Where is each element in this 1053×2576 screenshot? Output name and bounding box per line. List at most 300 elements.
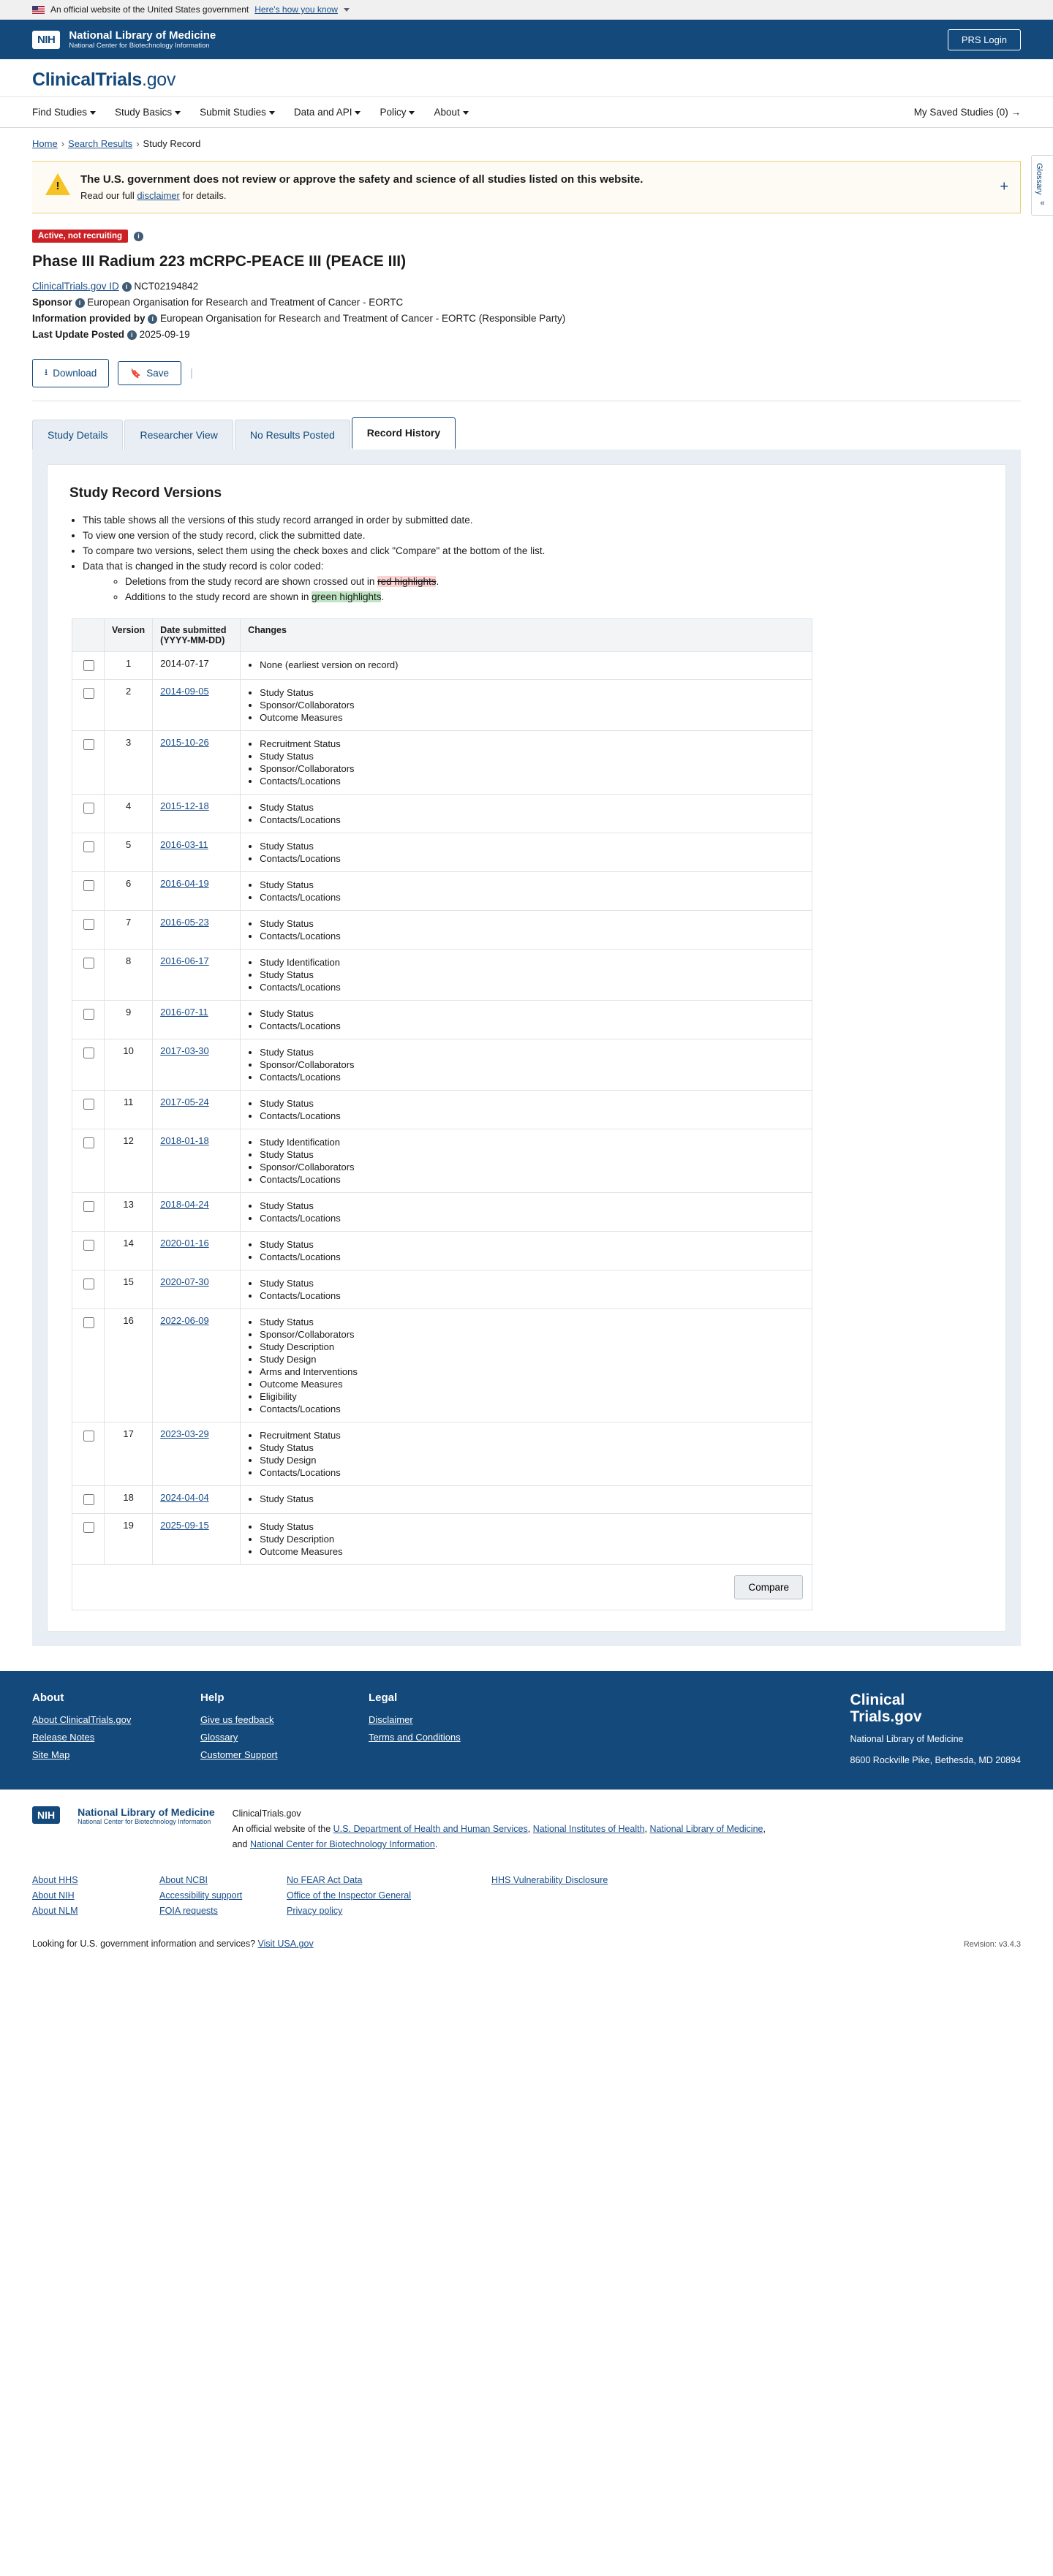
change-item: • Contacts/Locations — [260, 1072, 804, 1083]
row-select-cell — [72, 1039, 105, 1091]
table-row — [72, 1129, 812, 1193]
change-item: • Study Status — [260, 1239, 804, 1250]
changes-cell — [241, 1423, 812, 1486]
link-about-ncbi[interactable]: About NCBI — [159, 1875, 208, 1886]
version-date-cell — [153, 680, 241, 731]
change-item: • Sponsor/Collaborators — [260, 1059, 804, 1070]
version-date-cell — [153, 1193, 241, 1232]
change-item: • Study Status — [260, 1278, 804, 1289]
change-item: • Sponsor/Collaborators — [260, 763, 804, 774]
version-date-link[interactable]: 2018-01-18 — [160, 1135, 209, 1146]
version-number: 10 — [105, 1039, 153, 1091]
chevron-down-icon — [409, 111, 415, 115]
prs-login-button[interactable]: PRS Login — [948, 29, 1021, 50]
record-history-notes — [83, 515, 984, 602]
table-row — [72, 1309, 812, 1423]
footer-brand-org: National Library of Medicine — [850, 1734, 964, 1745]
glossary-side-tab-label: Glossary — [1035, 163, 1043, 195]
version-checkbox[interactable] — [83, 739, 94, 750]
compare-row — [72, 1565, 812, 1610]
info-icon[interactable]: i — [75, 298, 85, 308]
change-item: • Study Status — [260, 687, 804, 698]
page-title: Phase III Radium 223 mCRPC-PEACE III (PEACE III) — [32, 253, 407, 270]
version-checkbox[interactable] — [83, 1048, 94, 1058]
nih-logo[interactable]: NIH — [32, 1806, 60, 1824]
table-row — [72, 1270, 812, 1309]
change-item: • Study Design — [260, 1455, 804, 1466]
gov-banner-text: An official website of the United States government — [50, 4, 249, 15]
table-row — [72, 1039, 812, 1091]
version-checkbox[interactable] — [83, 803, 94, 814]
change-item: • Study Design — [260, 1354, 804, 1365]
link-accessibility-support[interactable]: Accessibility support — [159, 1890, 243, 1901]
nav-label: About — [434, 107, 460, 118]
change-item: • Contacts/Locations — [260, 892, 804, 903]
footer-nlm-title-block — [78, 1806, 214, 1827]
table-row — [72, 1486, 812, 1514]
footer-link-ncbi[interactable]: National Center for Biotechnology Information — [249, 1839, 435, 1850]
disclaimer-link[interactable]: disclaimer — [137, 190, 180, 201]
version-number: 8 — [105, 950, 153, 1001]
warning-triangle-icon: ! — [45, 173, 70, 195]
version-date-cell — [153, 911, 241, 950]
sponsor-value: European Organisation for Research and Treatment of Cancer - EORTC — [87, 297, 404, 308]
change-item: • Study Status — [260, 918, 804, 929]
change-item: • Study Description — [260, 1534, 804, 1545]
change-item: • Sponsor/Collaborators — [260, 1162, 804, 1173]
nav-label: Policy — [380, 107, 407, 118]
row-select-cell — [72, 1232, 105, 1270]
version-checkbox[interactable] — [83, 958, 94, 969]
changes-cell — [241, 652, 812, 680]
version-checkbox[interactable] — [83, 688, 94, 699]
how-you-know-link[interactable]: Here's how you know — [254, 4, 338, 15]
row-select-cell — [72, 833, 105, 872]
change-item: • Recruitment Status — [260, 738, 804, 749]
footer-heading-help: Help — [200, 1692, 224, 1704]
table-row — [72, 1193, 812, 1232]
row-select-cell — [72, 652, 105, 680]
change-item: • Sponsor/Collaborators — [260, 1329, 804, 1340]
breadcrumb-current: Study Record — [143, 138, 201, 149]
revision-label: Revision: v3.4.3 — [963, 1940, 1021, 1950]
footer-link-terms[interactable]: Terms and Conditions — [369, 1732, 461, 1743]
footer-links-col-3 — [287, 1870, 462, 1921]
breadcrumb — [0, 128, 1053, 155]
version-checkbox[interactable] — [83, 1099, 94, 1110]
version-date-link[interactable]: 2015-10-26 — [160, 737, 209, 748]
version-date-cell — [153, 833, 241, 872]
table-row — [72, 680, 812, 731]
changes-cell — [241, 795, 812, 833]
version-number: 6 — [105, 872, 153, 911]
collapse-arrow-icon: « — [1040, 199, 1045, 208]
row-select-cell — [72, 680, 105, 731]
info-icon[interactable]: i — [134, 232, 143, 241]
versions-table-body — [72, 652, 812, 1565]
version-number: 4 — [105, 795, 153, 833]
version-checkbox[interactable] — [83, 1317, 94, 1328]
link-about-hhs[interactable]: About HHS — [32, 1875, 78, 1886]
information-provided-row — [32, 313, 1021, 324]
last-update-label: Last Update Posted — [32, 329, 125, 340]
change-item: • Sponsor/Collaborators — [260, 700, 804, 711]
version-number: 5 — [105, 833, 153, 872]
tab-study-details[interactable]: Study Details — [32, 420, 123, 450]
table-row — [72, 795, 812, 833]
nav-label: Study Basics — [115, 107, 173, 118]
version-checkbox[interactable] — [83, 1009, 94, 1020]
footer-link-release-notes[interactable]: Release Notes — [32, 1732, 95, 1743]
changes-cell — [241, 1270, 812, 1309]
footer-link-disclaimer[interactable]: Disclaimer — [369, 1714, 413, 1725]
change-item: • Study Status — [260, 751, 804, 762]
version-date-link[interactable]: 2016-04-19 — [160, 878, 209, 889]
additions-prefix: Additions to the study record are shown in — [125, 591, 312, 602]
version-number: 12 — [105, 1129, 153, 1193]
column-header-select — [72, 619, 105, 652]
info-icon[interactable]: i — [127, 330, 137, 340]
version-checkbox[interactable] — [83, 1278, 94, 1289]
change-item: • Contacts/Locations — [260, 1174, 804, 1185]
version-number: 17 — [105, 1423, 153, 1486]
nav-item-data-and-api[interactable] — [294, 107, 361, 118]
link-about-nlm[interactable]: About NLM — [32, 1906, 78, 1917]
link-privacy-policy[interactable]: Privacy policy — [287, 1906, 343, 1917]
note-item: • To compare two versions, select them using the check boxes and click "Compare" at the bottom of the list. — [83, 545, 984, 556]
version-date-link[interactable]: 2020-01-16 — [160, 1238, 209, 1249]
change-item: • Study Status — [260, 969, 804, 980]
clinicaltrials-logo[interactable] — [32, 69, 1021, 91]
version-checkbox[interactable] — [83, 841, 94, 852]
version-checkbox[interactable] — [83, 660, 94, 671]
version-number: 9 — [105, 1001, 153, 1039]
row-select-cell — [72, 1514, 105, 1565]
table-row — [72, 950, 812, 1001]
nlm-title: National Library of Medicine — [69, 29, 216, 42]
color-note-additions — [125, 591, 984, 602]
comma-2: , — [644, 1823, 650, 1834]
version-date-link[interactable]: 2022-06-09 — [160, 1315, 209, 1326]
save-button[interactable] — [118, 361, 181, 385]
row-select-cell — [72, 1001, 105, 1039]
footer-heading-legal: Legal — [369, 1692, 398, 1704]
footer-link-glossary[interactable]: Glossary — [200, 1732, 238, 1743]
version-checkbox[interactable] — [83, 880, 94, 891]
status-row — [32, 230, 1021, 243]
changes-cell — [241, 1486, 812, 1514]
version-date-cell — [153, 1039, 241, 1091]
change-item: • Outcome Measures — [260, 1379, 804, 1390]
link-hhs-vulnerability-disclosure[interactable]: HHS Vulnerability Disclosure — [491, 1875, 608, 1886]
usa-gov-text: Looking for U.S. government information and services? — [32, 1939, 256, 1950]
additions-suffix: . — [381, 591, 385, 602]
footer-heading-about: About — [32, 1692, 64, 1704]
version-checkbox[interactable] — [83, 919, 94, 930]
version-date-cell — [153, 1270, 241, 1309]
change-item: • Study Status — [260, 1442, 804, 1453]
nav-item-find-studies[interactable] — [32, 107, 96, 118]
version-date-link[interactable]: 2016-03-11 — [160, 839, 208, 850]
change-item: • Study Status — [260, 841, 804, 852]
tab-no-results-posted[interactable]: No Results Posted — [235, 420, 350, 450]
change-item: • Study Identification — [260, 957, 804, 968]
sponsor-label: Sponsor — [32, 297, 72, 308]
change-item: • Study Status — [260, 879, 804, 890]
alert-body-suffix: for details. — [179, 190, 227, 201]
official-prefix: An official website of the — [232, 1823, 333, 1834]
version-date-link[interactable]: 2020-07-30 — [160, 1276, 209, 1287]
change-item: • Contacts/Locations — [260, 814, 804, 825]
change-item: • Contacts/Locations — [260, 1020, 804, 1031]
color-note-text: Data that is changed in the study record is color coded: — [83, 561, 324, 572]
table-header-row — [72, 619, 812, 652]
change-item: • Contacts/Locations — [260, 1290, 804, 1301]
brand-suffix: .gov — [142, 69, 176, 90]
version-checkbox[interactable] — [83, 1431, 94, 1442]
version-date-cell — [153, 872, 241, 911]
version-date-cell — [153, 950, 241, 1001]
save-label: Save — [146, 368, 169, 379]
breadcrumb-search-results[interactable]: Search Results — [68, 138, 133, 149]
version-date-cell — [153, 1486, 241, 1514]
version-date-cell — [153, 1091, 241, 1129]
version-date-link[interactable]: 2018-04-24 — [160, 1199, 209, 1210]
change-item: • None (earliest version on record) — [260, 659, 804, 670]
change-item: • Contacts/Locations — [260, 982, 804, 993]
download-label: Download — [53, 368, 97, 379]
version-checkbox[interactable] — [83, 1137, 94, 1148]
info-icon[interactable]: i — [122, 282, 132, 292]
table-row — [72, 911, 812, 950]
version-date-link[interactable]: 2017-05-24 — [160, 1096, 209, 1107]
changes-cell — [241, 1514, 812, 1565]
version-date-cell — [153, 1232, 241, 1270]
information-provided-value: European Organisation for Research and Treatment of Cancer - EORTC (Responsible Party) — [160, 313, 566, 324]
footer-link-nlm[interactable]: National Library of Medicine — [649, 1823, 763, 1834]
footer-links-col-1 — [32, 1870, 159, 1921]
tab-record-history[interactable]: Record History — [352, 417, 456, 450]
tab-researcher-view[interactable]: Researcher View — [124, 420, 233, 450]
alert-expand-button[interactable]: + — [1000, 178, 1008, 195]
version-number: 19 — [105, 1514, 153, 1565]
chevron-down-icon — [90, 111, 96, 115]
column-header-version: Version — [105, 619, 153, 652]
alert-title: The U.S. government does not review or approve the safety and science of all studies listed on this website. — [80, 173, 644, 186]
version-number: 2 — [105, 680, 153, 731]
version-date-cell — [153, 795, 241, 833]
study-id-label[interactable]: ClinicalTrials.gov ID — [32, 281, 119, 292]
footer-secondary-links — [0, 1860, 1053, 1927]
footer-brand — [850, 1692, 1021, 1768]
official-and: and — [232, 1839, 250, 1850]
link-about-nih[interactable]: About NIH — [32, 1890, 75, 1901]
study-tabs — [32, 417, 1021, 450]
deletions-prefix: Deletions from the study record are shown crossed out in — [125, 576, 378, 587]
row-select-cell — [72, 1270, 105, 1309]
version-date-link[interactable]: 2025-09-15 — [160, 1520, 209, 1531]
us-flag-icon — [32, 6, 45, 14]
change-item: • Outcome Measures — [260, 1546, 804, 1557]
table-row — [72, 872, 812, 911]
compare-button[interactable]: Compare — [734, 1575, 803, 1599]
note-item: • This table shows all the versions of this study record arranged in order by submitted date. — [83, 515, 984, 526]
footer-link-hhs[interactable]: U.S. Department of Health and Human Services — [333, 1823, 528, 1834]
changes-cell — [241, 731, 812, 795]
change-item: • Study Status — [260, 1008, 804, 1019]
footer-column-about — [32, 1692, 200, 1768]
alert-body-prefix: Read our full — [80, 190, 137, 201]
changes-cell — [241, 1039, 812, 1091]
version-number: 15 — [105, 1270, 153, 1309]
nav-item-submit-studies[interactable] — [200, 107, 275, 118]
changes-cell — [241, 911, 812, 950]
change-item: • Contacts/Locations — [260, 1467, 804, 1478]
footer-link-site-map[interactable]: Site Map — [32, 1749, 70, 1760]
change-item: • Study Status — [260, 1047, 804, 1058]
version-date-text: 2014-07-17 — [160, 658, 209, 669]
row-select-cell — [72, 950, 105, 1001]
table-row — [72, 1001, 812, 1039]
footer-nlm-band — [0, 1789, 1053, 1860]
version-number: 13 — [105, 1193, 153, 1232]
changes-cell — [241, 1309, 812, 1423]
version-number: 3 — [105, 731, 153, 795]
footer-link-nih[interactable]: National Institutes of Health — [532, 1823, 645, 1834]
red-highlight-sample: red highlights — [377, 576, 437, 587]
version-date-link[interactable]: 2016-06-17 — [160, 955, 209, 966]
nlm-header — [0, 20, 1053, 59]
last-update-row — [32, 329, 1021, 340]
status-badge: Active, not recruiting — [32, 230, 128, 243]
row-select-cell — [72, 1193, 105, 1232]
footer-link-give-feedback[interactable]: Give us feedback — [200, 1714, 274, 1725]
download-button[interactable] — [32, 359, 109, 387]
visit-usa-gov-link[interactable]: Visit USA.gov — [257, 1939, 314, 1950]
version-checkbox[interactable] — [83, 1494, 94, 1505]
version-date-link[interactable]: 2015-12-18 — [160, 800, 209, 811]
change-item: • Study Status — [260, 1317, 804, 1327]
my-saved-studies-link[interactable]: My Saved Studies (0) → — [913, 107, 1021, 118]
table-row — [72, 1423, 812, 1486]
changes-cell — [241, 1232, 812, 1270]
version-date-link[interactable]: 2016-05-23 — [160, 917, 209, 928]
footer-official-text — [233, 1806, 766, 1853]
study-id-row — [32, 281, 1021, 292]
nav-item-policy[interactable] — [380, 107, 415, 118]
change-item: • Contacts/Locations — [260, 931, 804, 942]
row-select-cell — [72, 1486, 105, 1514]
color-note-deletions — [125, 576, 984, 587]
footer-link-customer-support[interactable]: Customer Support — [200, 1749, 278, 1760]
change-item: • Study Status — [260, 1149, 804, 1160]
sponsor-row — [32, 297, 1021, 308]
version-date-link[interactable]: 2016-07-11 — [160, 1007, 208, 1018]
changes-cell — [241, 1091, 812, 1129]
footer-bottom — [0, 1927, 1053, 1963]
changes-cell — [241, 1129, 812, 1193]
breadcrumb-separator: › — [61, 138, 65, 149]
row-select-cell — [72, 1129, 105, 1193]
record-history-panel — [47, 464, 1006, 1632]
version-number: 11 — [105, 1091, 153, 1129]
column-header-changes: Changes — [241, 619, 812, 652]
version-number: 14 — [105, 1232, 153, 1270]
footer-site-name: ClinicalTrials.gov — [232, 1808, 301, 1819]
row-select-cell — [72, 1309, 105, 1423]
version-checkbox[interactable] — [83, 1522, 94, 1533]
change-item: • Contacts/Locations — [260, 1251, 804, 1262]
nih-logo[interactable]: NIH — [32, 31, 60, 49]
bookmark-icon: 🔖 — [130, 368, 142, 379]
footer-nlm-title: National Library of Medicine — [78, 1806, 215, 1818]
glossary-side-tab[interactable] — [1031, 155, 1053, 216]
table-row — [72, 731, 812, 795]
brand-main: ClinicalTrials — [32, 69, 143, 90]
nav-label: Find Studies — [32, 107, 88, 118]
change-item: • Contacts/Locations — [260, 1403, 804, 1414]
version-date-cell — [153, 1129, 241, 1193]
change-item: • Study Status — [260, 1493, 804, 1504]
footer-link-about-clinicaltrials[interactable]: About ClinicalTrials.gov — [32, 1714, 132, 1725]
changes-cell — [241, 950, 812, 1001]
information-provided-label: Information provided by — [32, 313, 146, 324]
official-end: . — [434, 1839, 438, 1850]
row-select-cell — [72, 795, 105, 833]
note-item: • To view one version of the study record, click the submitted date. — [83, 530, 984, 541]
change-item: • Study Identification — [260, 1137, 804, 1148]
version-checkbox[interactable] — [83, 1201, 94, 1212]
link-inspector-general[interactable]: Office of the Inspector General — [287, 1890, 412, 1901]
usa-gov-row — [32, 1939, 314, 1949]
row-select-cell — [72, 1423, 105, 1486]
version-date-link[interactable]: 2024-04-04 — [160, 1492, 209, 1503]
footer-brand-line2: Trials.gov — [850, 1708, 922, 1726]
version-date-cell — [153, 652, 241, 680]
version-date-link[interactable]: 2017-03-30 — [160, 1045, 209, 1056]
change-item: • Study Status — [260, 1200, 804, 1211]
download-icon: ⭳ — [45, 367, 48, 377]
nlm-subtitle: National Center for Biotechnology Information — [69, 42, 210, 50]
footer-column-help — [200, 1692, 369, 1768]
info-icon[interactable]: i — [148, 314, 157, 324]
nav-item-about[interactable] — [434, 107, 468, 118]
breadcrumb-home[interactable]: Home — [32, 138, 58, 149]
table-row — [72, 833, 812, 872]
link-no-fear-act[interactable]: No FEAR Act Data — [287, 1875, 363, 1886]
table-row — [72, 1091, 812, 1129]
changes-cell — [241, 1001, 812, 1039]
changes-cell — [241, 833, 812, 872]
nav-label: Submit Studies — [200, 107, 266, 118]
comma-3: , — [763, 1823, 766, 1834]
footer-nlm-subtitle: National Center for Biotechnology Information — [78, 1818, 211, 1826]
table-row — [72, 1232, 812, 1270]
breadcrumb-separator: › — [136, 138, 140, 149]
chevron-down-icon[interactable] — [344, 8, 350, 12]
alert-body — [80, 190, 643, 201]
version-checkbox[interactable] — [83, 1240, 94, 1251]
link-foia-requests[interactable]: FOIA requests — [159, 1906, 218, 1917]
version-number: 16 — [105, 1309, 153, 1423]
change-item: • Recruitment Status — [260, 1430, 804, 1441]
change-item: • Contacts/Locations — [260, 853, 804, 864]
version-date-link[interactable]: 2014-09-05 — [160, 686, 209, 697]
change-item: • Contacts/Locations — [260, 776, 804, 787]
nav-item-study-basics[interactable] — [115, 107, 181, 118]
version-date-cell — [153, 1423, 241, 1486]
version-date-link[interactable]: 2023-03-29 — [160, 1428, 209, 1439]
